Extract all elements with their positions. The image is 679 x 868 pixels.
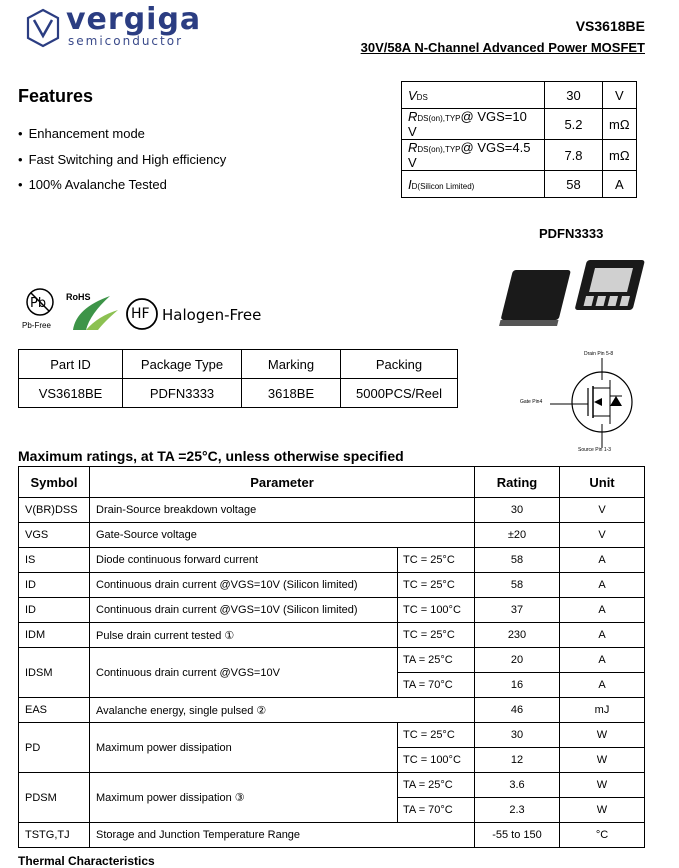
cell-parameter: Storage and Junction Temperature Range — [90, 823, 475, 848]
spec-value: 5.2 — [545, 109, 603, 140]
cell-unit: A — [560, 673, 645, 698]
cell-rating: 16 — [475, 673, 560, 698]
spec-unit: A — [603, 171, 637, 198]
table-header-row — [19, 467, 645, 498]
table-row — [19, 648, 645, 673]
cell-rating: 58 — [475, 573, 560, 598]
cell-condition: TA = 25°C — [398, 773, 475, 798]
cell-unit: W — [560, 723, 645, 748]
table-row — [402, 140, 637, 171]
feature-item: • 100% Avalanche Tested — [18, 175, 226, 201]
cell-rating: -55 to 150 — [475, 823, 560, 848]
cell-unit: W — [560, 748, 645, 773]
cell-parameter: Drain-Source breakdown voltage — [90, 498, 475, 523]
features-title: Features — [18, 86, 94, 106]
feature-item: • Enhancement mode — [18, 124, 226, 150]
table-row — [19, 350, 458, 379]
cell-condition: TC = 25°C — [398, 548, 475, 573]
spec-unit: mΩ — [603, 140, 637, 171]
cell-symbol: EAS — [19, 698, 90, 723]
cell-symbol: IS — [19, 548, 90, 573]
spec-unit: mΩ — [603, 109, 637, 140]
halogen-free-label: Halogen-Free — [162, 306, 262, 324]
cell-unit: °C — [560, 823, 645, 848]
cell-symbol: PDSM — [19, 773, 90, 823]
order-cell: VS3618BE — [19, 379, 123, 408]
order-header-cell: Package Type — [123, 350, 242, 379]
cell-unit: A — [560, 573, 645, 598]
order-cell: PDFN3333 — [123, 379, 242, 408]
cell-parameter: Gate-Source voltage — [90, 523, 475, 548]
spec-value: 58 — [545, 171, 603, 198]
order-header-cell: Marking — [242, 350, 341, 379]
table-row — [19, 623, 645, 648]
cell-symbol: IDM — [19, 623, 90, 648]
cell-condition: TA = 70°C — [398, 798, 475, 823]
spec-value: 7.8 — [545, 140, 603, 171]
col-header-unit: Unit — [560, 467, 645, 498]
cell-condition: TA = 70°C — [398, 673, 475, 698]
spec-param: RDS(on),TYP@ VGS=10 V — [402, 109, 545, 140]
cell-condition: TC = 25°C — [398, 623, 475, 648]
spec-param: RDS(on),TYP@ VGS=4.5 V — [402, 140, 545, 171]
feature-list — [18, 124, 226, 201]
pb-free-label: Pb-Free — [22, 321, 51, 330]
cell-symbol: TSTG,TJ — [19, 823, 90, 848]
col-header-symbol: Symbol — [19, 467, 90, 498]
table-row — [19, 573, 645, 598]
package-label: PDFN3333 — [539, 226, 604, 241]
max-ratings-table — [18, 466, 645, 848]
cell-parameter: Pulse drain current tested ① — [90, 623, 398, 648]
cell-rating: 30 — [475, 498, 560, 523]
cell-unit: V — [560, 523, 645, 548]
cell-rating: 58 — [475, 548, 560, 573]
cell-rating: ±20 — [475, 523, 560, 548]
table-row — [19, 773, 645, 798]
part-number: VS3618BE — [575, 18, 645, 34]
cell-condition: TA = 25°C — [398, 648, 475, 673]
order-header-cell: Part ID — [19, 350, 123, 379]
cell-rating: 3.6 — [475, 773, 560, 798]
cell-rating: 230 — [475, 623, 560, 648]
hf-icon: HF — [131, 306, 150, 322]
cell-parameter: Continuous drain current @VGS=10V (Silicon limited) — [90, 598, 398, 623]
cell-parameter: Maximum power dissipation ③ — [90, 773, 398, 823]
cell-condition: TC = 100°C — [398, 598, 475, 623]
cell-symbol: ID — [19, 573, 90, 598]
cell-rating: 2.3 — [475, 798, 560, 823]
col-header-rating: Rating — [475, 467, 560, 498]
cell-parameter: Diode continuous forward current — [90, 548, 398, 573]
table-row — [19, 523, 645, 548]
cell-symbol: IDSM — [19, 648, 90, 698]
table-row — [19, 379, 458, 408]
source-pin-label: Source Pin 1-3 — [578, 447, 612, 453]
cell-symbol: PD — [19, 723, 90, 773]
cell-parameter: Continuous drain current @VGS=10V — [90, 648, 398, 698]
cell-unit: W — [560, 798, 645, 823]
table-row — [19, 823, 645, 848]
spec-value: 30 — [545, 82, 603, 109]
table-row — [402, 171, 637, 198]
table-row — [19, 548, 645, 573]
cell-symbol: VGS — [19, 523, 90, 548]
cell-unit: A — [560, 648, 645, 673]
cell-condition: TC = 25°C — [398, 723, 475, 748]
table-row — [19, 598, 645, 623]
cell-condition: TC = 25°C — [398, 573, 475, 598]
cell-rating: 46 — [475, 698, 560, 723]
table-row — [402, 109, 637, 140]
cell-rating: 12 — [475, 748, 560, 773]
table-row — [19, 723, 645, 748]
ordering-table — [18, 349, 458, 408]
feature-item: • Fast Switching and High efficiency — [18, 150, 226, 176]
cell-unit: A — [560, 598, 645, 623]
package-image — [490, 248, 660, 334]
table-row — [402, 82, 637, 109]
drain-pin-label: Drain Pin 5-8 — [584, 351, 614, 357]
order-cell: 3618BE — [242, 379, 341, 408]
logo-mark-icon — [26, 8, 60, 48]
order-header-cell: Packing — [341, 350, 458, 379]
cell-parameter: Avalanche energy, single pulsed ② — [90, 698, 475, 723]
cell-unit: A — [560, 623, 645, 648]
gate-pin-label: Gate Pin4 — [520, 399, 543, 405]
ratings-title: Maximum ratings, at TA =25°C, unless otherwise specified — [18, 448, 404, 464]
cell-parameter: Continuous drain current @VGS=10V (Silicon limited) — [90, 573, 398, 598]
spec-unit: V — [603, 82, 637, 109]
cell-condition: TC = 100°C — [398, 748, 475, 773]
order-cell: 5000PCS/Reel — [341, 379, 458, 408]
cell-unit: mJ — [560, 698, 645, 723]
document-subtitle: 30V/58A N-Channel Advanced Power MOSFET — [360, 40, 645, 55]
key-spec-table — [401, 81, 637, 198]
spec-param: VDS — [402, 82, 545, 109]
table-row — [19, 498, 645, 523]
svg-text:Pb: Pb — [30, 296, 47, 311]
cell-symbol: ID — [19, 598, 90, 623]
cell-rating: 20 — [475, 648, 560, 673]
rohs-label: RoHS — [66, 292, 91, 302]
spec-param: ID(Silicon Limited) — [402, 171, 545, 198]
col-header-parameter: Parameter — [90, 467, 475, 498]
cell-unit: A — [560, 548, 645, 573]
table-row — [19, 698, 645, 723]
cell-symbol: V(BR)DSS — [19, 498, 90, 523]
section-heading: Thermal Characteristics — [18, 854, 155, 868]
cell-unit: V — [560, 498, 645, 523]
cell-parameter: Maximum power dissipation — [90, 723, 398, 773]
cell-rating: 37 — [475, 598, 560, 623]
cell-unit: W — [560, 773, 645, 798]
brand-name: vergiga — [66, 2, 202, 37]
cell-rating: 30 — [475, 723, 560, 748]
brand-subtitle: semiconductor — [68, 34, 184, 48]
